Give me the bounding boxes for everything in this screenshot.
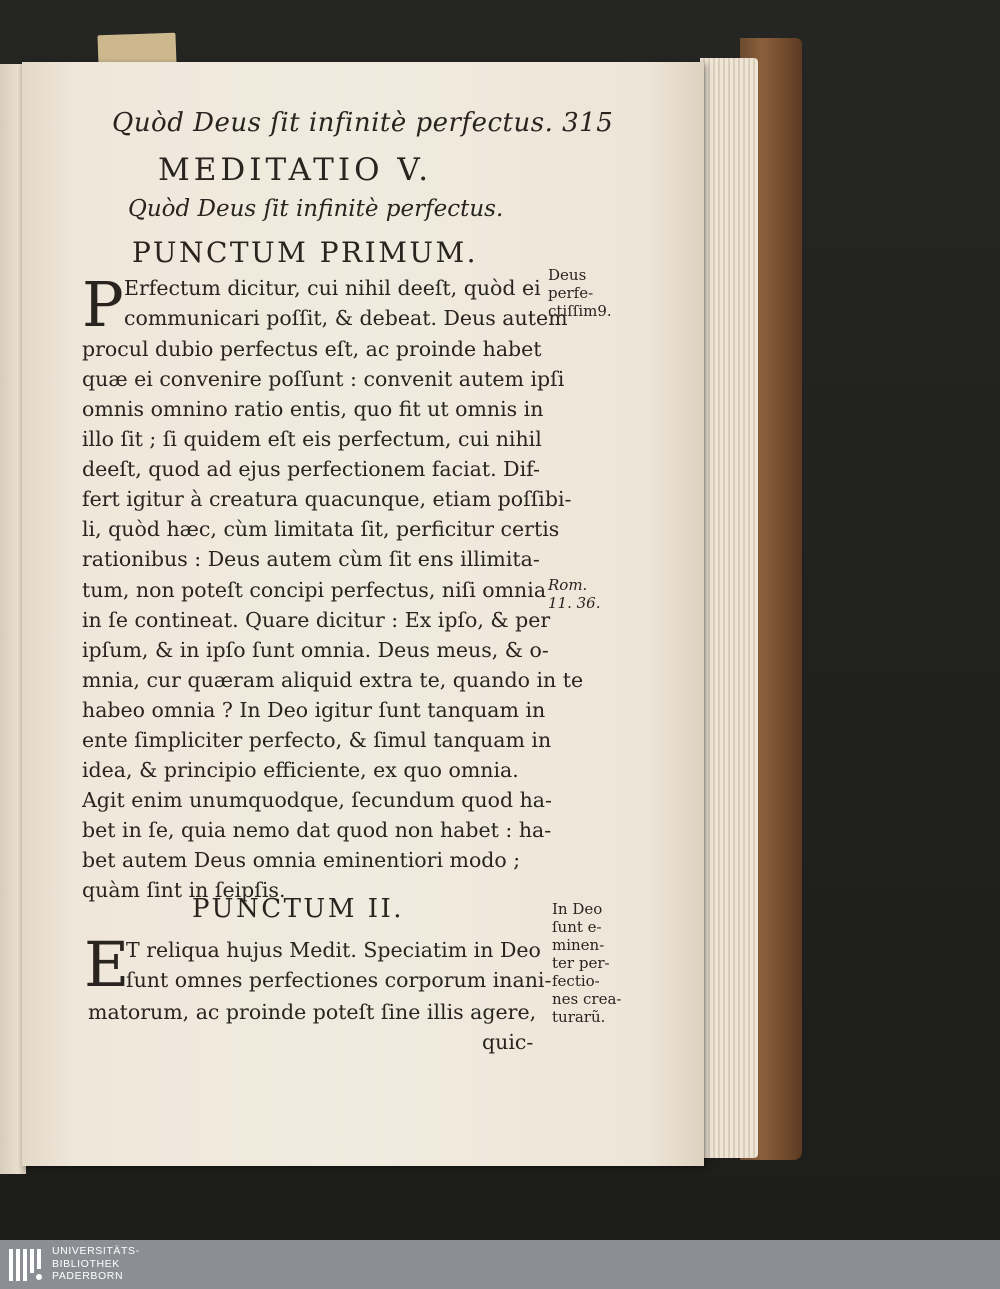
- library-name-line: UNIVERSITÄTS-: [52, 1245, 140, 1257]
- text-line: Erfectum dicitur, cui nihil deeſt, quòd ei: [124, 276, 541, 300]
- text-line: Agit enim unumquodque, ſecundum quod ha-: [82, 788, 552, 812]
- chapter-title: MEDITATIO V.: [158, 152, 433, 188]
- text-line: bet in ſe, quia nemo dat quod non habet : ha-: [82, 818, 552, 842]
- margin-line: ctiſſim9.: [548, 302, 612, 320]
- text-line: ſunt omnes perfectiones corporum inani-: [126, 968, 552, 992]
- drop-capital-2: E: [84, 928, 130, 1001]
- margin-line: perfe-: [548, 284, 594, 302]
- margin-line: Rom.: [548, 576, 588, 594]
- text-line: quæ ei convenire poſſunt : convenit autem ipſi: [82, 367, 565, 391]
- margin-line: nes crea-: [552, 990, 622, 1008]
- chapter-subtitle: Quòd Deus ſit infinitè perfectus.: [128, 196, 504, 222]
- text-line: idea, & principio efficiente, ex quo omnia.: [82, 758, 519, 782]
- text-line: communicari poſſit, & debeat. Deus autem: [124, 306, 568, 330]
- margin-line: In Deo: [552, 900, 603, 918]
- margin-line: ſunt e-: [552, 918, 602, 936]
- marginal-note-3: [552, 900, 621, 1026]
- library-name: [52, 1245, 140, 1283]
- marginal-note-1: [548, 266, 612, 320]
- margin-line: turarũ.: [552, 1008, 606, 1026]
- text-line: habeo omnia ? In Deo igitur ſunt tanquam in: [82, 698, 546, 722]
- text-line: in ſe contineat. Quare dicitur : Ex ipſo, & per: [82, 608, 551, 632]
- text-line: matorum, ac proinde poteſt ſine illis agere,: [88, 1000, 537, 1024]
- marginal-note-2: [548, 576, 600, 612]
- margin-line: Deus: [548, 266, 587, 284]
- text-line: quàm ſint in ſeipſis.: [82, 878, 286, 902]
- section-heading-2: PUNCTUM II.: [192, 894, 405, 924]
- text-line: procul dubio perfectus eſt, ac proinde habet: [82, 337, 542, 361]
- text-line: illo ſit ; ſi quidem eſt eis perfectum, cui nihil: [82, 427, 542, 451]
- text-line: omnis omnino ratio entis, quo fit ut omnis in: [82, 397, 544, 421]
- text-line: mnia, cur quæram aliquid extra te, quando in te: [82, 668, 584, 692]
- text-line: fert igitur à creatura quacunque, etiam poſſibi-: [82, 487, 572, 511]
- page-stack-edge: [700, 58, 758, 1158]
- drop-capital-1: P: [82, 268, 124, 341]
- margin-line: minen-: [552, 936, 605, 954]
- library-name-line: BIBLIOTHEK: [52, 1257, 120, 1270]
- text-line: ipſum, & in ipſo ſunt omnia. Deus meus, & o-: [82, 638, 549, 662]
- text-line: deeſt, quod ad ejus perfectionem faciat. Dif-: [82, 457, 540, 481]
- library-footer-bar: [0, 1240, 1000, 1289]
- margin-line: 11. 36.: [548, 594, 601, 612]
- text-line: bet autem Deus omnia eminentiori modo ;: [82, 848, 521, 872]
- text-line: ente ſimpliciter perfecto, & ſimul tanquam in: [82, 728, 552, 752]
- text-line: T reliqua hujus Medit. Speciatim in Deo: [126, 938, 541, 962]
- library-name-line: PADERBORN: [52, 1270, 124, 1282]
- text-line: li, quòd hæc, cùm limitata ſit, perficitur certis: [82, 517, 560, 541]
- margin-line: ter per-: [552, 954, 610, 972]
- running-head: Quòd Deus ſit infinitè perfectus. 315: [112, 108, 614, 138]
- margin-line: fectio-: [552, 972, 600, 990]
- text-line: rationibus : Deus autem cùm ſit ens illimita-: [82, 547, 540, 571]
- library-logo-icon: [8, 1247, 46, 1283]
- catchword: quic-: [482, 1030, 534, 1054]
- section-heading-1: PUNCTUM PRIMUM.: [132, 236, 479, 269]
- text-line: tum, non poteſt concipi perfectus, niſi omnia: [82, 578, 547, 602]
